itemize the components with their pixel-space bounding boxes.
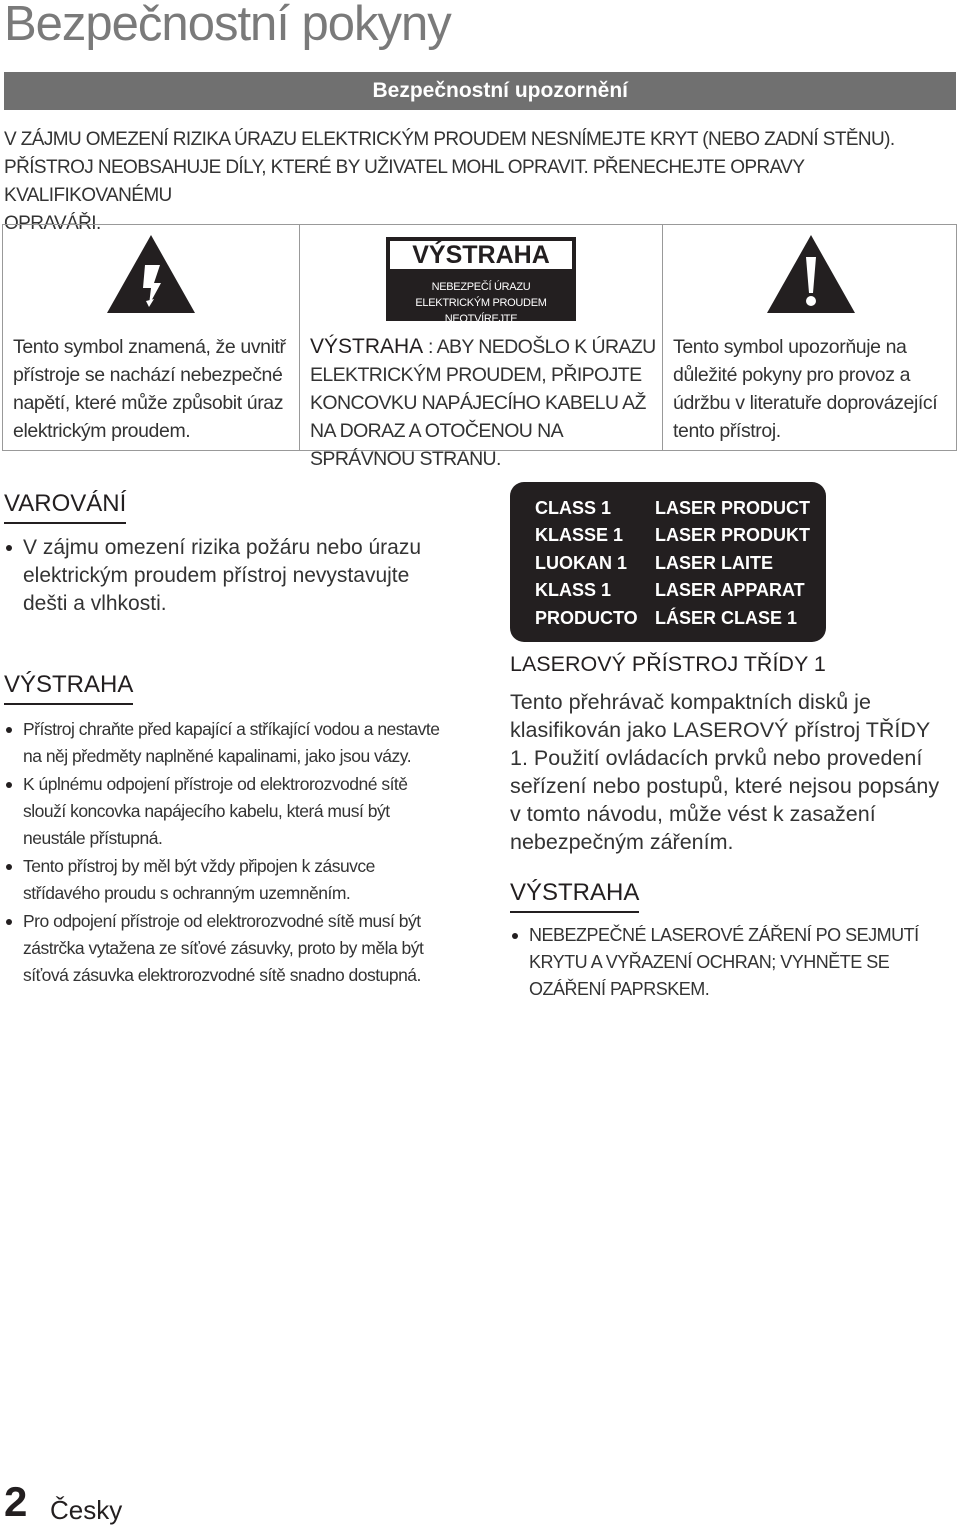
laser-class-title: LASEROVÝ PŘÍSTROJ TŘÍDY 1 <box>510 652 826 676</box>
laser-product: LASER LAITE <box>655 553 774 573</box>
caution-label-heading: VÝSTRAHA <box>390 241 572 269</box>
intro-line: V ZÁJMU OMEZENÍ RIZIKA ÚRAZU ELEKTRICKÝM PROUDEM NESNÍMEJTE KRYT (NEBO ZADNÍ STĚNU). <box>4 129 895 150</box>
laser-label-row <box>535 498 810 519</box>
caution-label-description <box>310 333 660 473</box>
laser-class: KLASSE 1 <box>535 525 624 545</box>
list-item: Pro odpojení přístroje od elektrorozvodné sítě musí být zástrčka vytažena ze síťové zásuvky, proto by měla být síťová zásuvka elektrorozvodné sítě snadno dostupná. <box>4 908 444 989</box>
exclamation-symbol-cell <box>662 225 956 450</box>
laser-class: CLASS 1 <box>535 498 612 518</box>
intro-line: OPRAVÁŘI. <box>4 213 101 234</box>
section-title: Bezpečnostní upozornění <box>372 79 628 102</box>
caution-label-line: ELEKTRICKÝM PROUDEM <box>415 297 547 309</box>
caution-text: : ABY NEDOŠLO K ÚRAZU ELEKTRICKÝM PROUDEM, PŘIPOJTE KONCOVKU NAPÁJECÍHO KABELU AŽ NA DORAZ A OTOČENOU NA SPRÁVNOU STRANU. <box>310 336 656 470</box>
exclamation-symbol-description: Tento symbol upozorňuje na důležité pokyny pro provoz a údržbu v literatuře doprovázející tento přístroj. <box>673 336 938 442</box>
laser-product: LASER PRODUKT <box>655 525 811 545</box>
caution-label-cell <box>299 225 662 470</box>
laser-class-description: Tento přehrávač kompaktních disků je klasifikován jako LASEROVÝ přístroj TŘÍDY 1. Použití ovládacích prvků nebo provedení seřízení nebo postupů, které nejsou popsány v tomto návodu, může vést k zasažení nebezpečným zářením. <box>510 690 940 854</box>
caution-label <box>386 237 576 325</box>
list-item: K úplnému odpojení přístroje od elektrorozvodné sítě slouží koncovka napájecího kabelu, která musí být neustále přístupná. <box>4 771 444 852</box>
laser-product: LASER PRODUCT <box>655 498 811 518</box>
intro-warning-text <box>4 126 956 238</box>
exclamation-warning-triangle-icon <box>765 233 857 315</box>
laser-class: LUOKAN 1 <box>535 553 628 573</box>
lightning-symbol-cell <box>3 225 299 450</box>
laser-warning-list <box>510 922 956 1004</box>
laser-label-row <box>535 525 810 546</box>
list-item: V zájmu omezení rizika požáru nebo úrazu elektrickým proudem přístroj nevystavujte dešti a vlhkosti. <box>4 534 434 618</box>
laser-label-row <box>535 580 805 601</box>
page-language: Česky <box>50 1495 123 1525</box>
laser-product: LÁSER CLASE 1 <box>655 608 798 628</box>
laser-warning-heading: VÝSTRAHA <box>510 879 639 913</box>
list-item: Tento přístroj by měl být vždy připojen k zásuvce střídavého proudu s ochranným uzemněním. <box>4 853 444 907</box>
varovani-heading: VAROVÁNÍ <box>4 490 126 524</box>
page-title: Bezpečnostní pokyny <box>4 0 451 51</box>
laser-class: KLASS 1 <box>535 580 612 600</box>
vystraha-heading: VÝSTRAHA <box>4 671 133 705</box>
laser-product: LASER APPARAT <box>655 580 805 600</box>
caution-label-line: NEOTVÍREJTE <box>444 313 518 325</box>
caution-label-line: NEBEZPEČÍ ÚRAZU <box>431 281 531 293</box>
laser-label-row <box>535 553 773 574</box>
section-header-bar <box>4 72 956 110</box>
list-item: Přístroj chraňte před kapající a stříkající vodou a nestavte na něj předměty naplněné kapalinami, jako jsou vázy. <box>4 716 444 770</box>
vystraha-list <box>4 716 444 990</box>
laser-class-label <box>510 482 826 642</box>
page-number: 2 <box>4 1478 28 1525</box>
laser-class: PRODUCTO <box>535 608 638 628</box>
laser-label-row <box>535 608 797 629</box>
list-item: NEBEZPEČNÉ LASEROVÉ ZÁŘENÍ PO SEJMUTÍ KRYTU A VYŘAZENÍ OCHRAN; VYHNĚTE SE OZÁŘENÍ PAPRSKEM. <box>510 922 956 1003</box>
lightning-warning-triangle-icon <box>105 233 197 315</box>
varovani-list <box>4 534 434 618</box>
intro-line: PŘÍSTROJ NEOBSAHUJE DÍLY, KTERÉ BY UŽIVATEL MOHL OPRAVIT. PŘENECHEJTE OPRAVY KVALIFIKOVANÉMU <box>4 157 805 206</box>
caution-lead: VÝSTRAHA <box>310 335 424 358</box>
safety-symbol-table <box>2 224 957 470</box>
lightning-symbol-description: Tento symbol znamená, že uvnitř přístroje se nachází nebezpečné napětí, které může způsobit úraz elektrickým proudem. <box>13 336 286 442</box>
